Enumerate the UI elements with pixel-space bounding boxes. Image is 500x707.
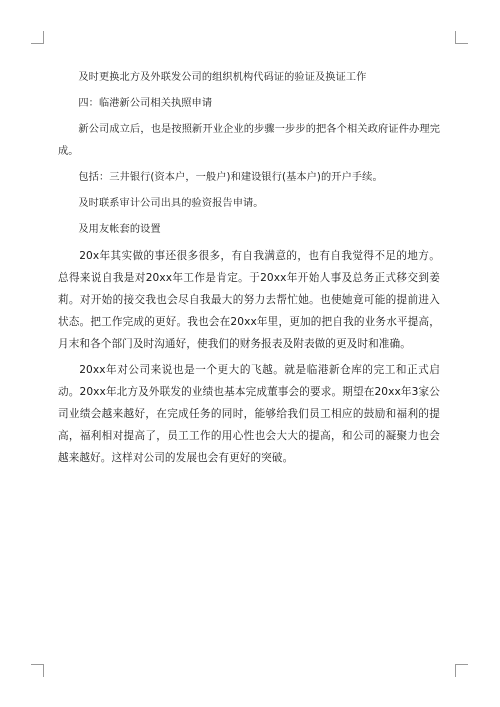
- paragraph-audit-report: 及时联系审计公司出具的验资报告申请。: [78, 198, 264, 209]
- paragraph-outlook: 20xx年对公司来说也是一个更大的飞越。就是临港新仓库的完工和正式启动。20xx年北方及外联发的业绩也基本完成董事会的要求。期望在20xx年3家公司业绩会越来越好，在完成任务的同时，能够给我们员工相应的鼓励和福利的提高，福利相对提高了，员工工作的用心性也会大大的提高，和公司的凝聚力也会越来越好。这样对公司的发展也会有更好的突破。: [58, 364, 440, 464]
- paragraph-ufida-setup: 及用友帐套的设置: [78, 224, 161, 235]
- paragraph-bank-accounts: 包括：三井银行(资本户，一般户)和建设银行(基本户)的开户手续。: [78, 172, 383, 183]
- crop-mark-bottom-left: [31, 664, 44, 677]
- paragraph-year-review: 20x年其实做的事还很多很多，有自我满意的，也有自我觉得不足的地方。总得来说自我是对20xx年工作是肯定。于20xx年开始人事及总务正式移交到姜莉。对开始的接交我也会尽自我最大的努力去帮忙她。也使她竟可能的提前进入状态。把工作完成的更好。我也会在20xx年里，更加的把自我的业务水平提高，月末和各个部门及时沟通好，使我们的财务报表及附表做的更及时和准确。: [58, 250, 440, 350]
- paragraph-code-certificate: 及时更换北方及外联发公司的组织机构代码证的验证及换证工作: [78, 72, 367, 83]
- crop-mark-bottom-right: [455, 664, 468, 677]
- crop-mark-top-right: [455, 31, 468, 44]
- document-body: [58, 67, 440, 473]
- crop-mark-top-left: [31, 31, 44, 44]
- section-heading-license: 四：临港新公司相关执照申请: [78, 98, 213, 109]
- paragraph-new-company: 新公司成立后，也是按照新开业企业的步骤一步步的把各个相关政府证件办理完成。: [58, 124, 440, 157]
